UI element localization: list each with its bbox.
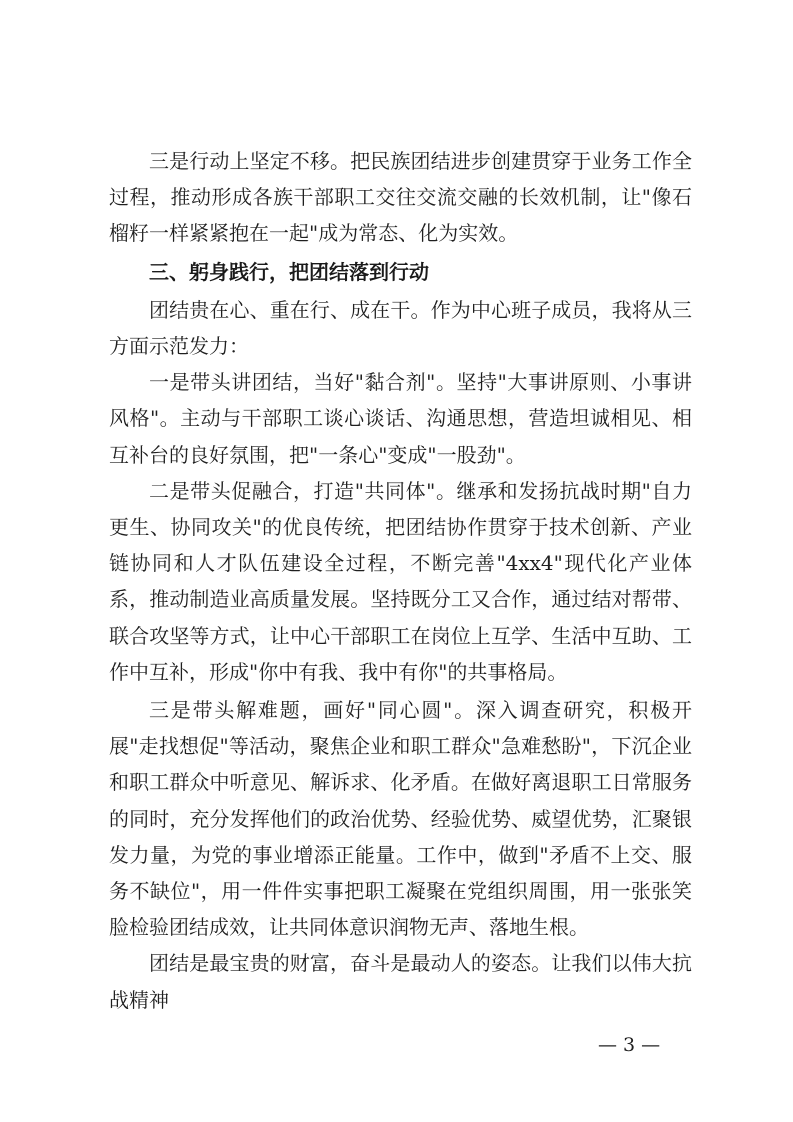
- paragraph-point-2: 二是带头促融合，打造"共同体"。继承和发扬抗战时期"自力更生、协同攻关"的优良传统，把团结协作贯穿于技术创新、产业链协同和人才队伍建设全过程，不断完善"4xx4"现代化产业体系，推动制造业高质量发展。坚持既分工又合作，通过结对帮带、联合攻坚等方式，让中心干部职工在岗位上互学、生活中互助、工作中互补，形成"你中有我、我中有你"的共事格局。: [109, 478, 692, 684]
- document-body: [109, 143, 692, 1018]
- paragraph-closing: 团结是最宝贵的财富，奋斗是最动人的姿态。让我们以伟大抗战精神: [109, 951, 692, 1012]
- paragraph-point-1: 一是带头讲团结，当好"黏合剂"。坚持"大事讲原则、小事讲风格"。主动与干部职工谈心谈话、沟通思想，营造坦诚相见、相互补台的良好氛围，把"一条心"变成"一股劲"。: [109, 370, 692, 467]
- paragraph-intro: 团结贵在心、重在行、成在干。作为中心班子成员，我将从三方面示范发力：: [109, 297, 692, 359]
- paragraph-point-3: 三是带头解难题，画好"同心圆"。深入调查研究，积极开展"走找想促"等活动，聚焦企业和职工群众"急难愁盼"，下沉企业和职工群众中听意见、解诉求、化矛盾。在做好离退职工日常服务的同时，充分发挥他们的政治优势、经验优势、威望优势，汇聚银发力量，为党的事业增添正能量。工作中，做到"矛盾不上交、服务不缺位"，用一件件实事把职工凝聚在党组织周围，用一张张笑脸检验团结成效，让共同体意识润物无声、落地生根。: [109, 698, 692, 940]
- section-heading-3: 三、躬身践行，把团结落到行动: [149, 259, 429, 284]
- paragraph-action-firm: 三是行动上坚定不移。把民族团结进步创建贯穿于业务工作全过程，推动形成各族干部职工交往交流交融的长效机制，让"像石榴籽一样紧紧抱在一起"成为常态、化为实效。: [109, 149, 692, 246]
- page-number: — 3 —: [598, 1034, 661, 1056]
